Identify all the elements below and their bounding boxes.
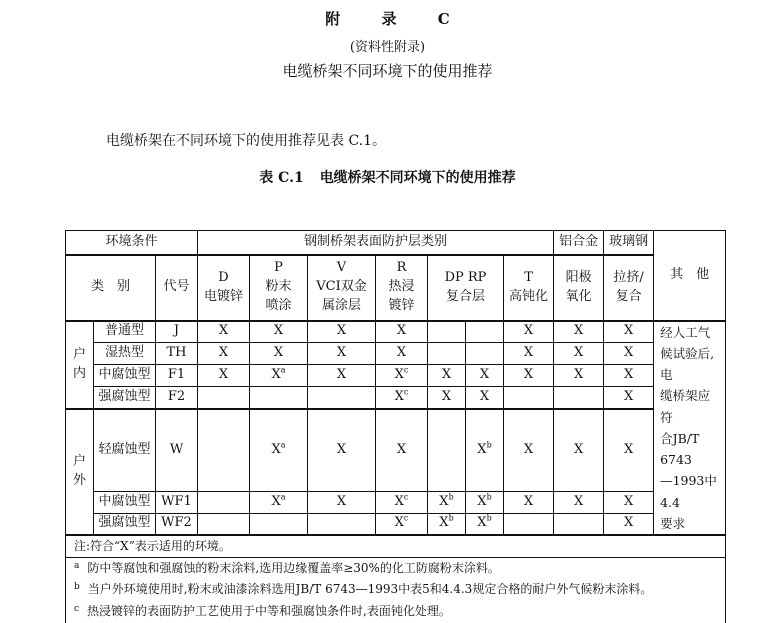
cell-al: X (554, 343, 604, 365)
table-number: 表 C.1 (259, 170, 304, 186)
cell-p: $X^a$ (250, 409, 308, 492)
cell-dp (428, 343, 466, 365)
cell-frp: X (604, 321, 654, 343)
cell-category: 普通型 (94, 321, 156, 343)
cell-frp: X (604, 365, 654, 387)
footnote-c: $^c$ 热浸镀锌的表面防护工艺使用于中等和强腐蚀条件时,表面钝化处理。 (66, 601, 726, 623)
cell-al (554, 387, 604, 409)
cell-t: X (504, 409, 554, 492)
cell-v: X (308, 321, 376, 343)
cell-p: X (250, 321, 308, 343)
cell-d (198, 491, 250, 513)
cell-p (250, 513, 308, 535)
intro-paragraph: 电缆桥架在不同环境下的使用推荐见表 C.1。 (106, 133, 387, 149)
cell-t: X (504, 321, 554, 343)
cell-v (308, 513, 376, 535)
cell-frp: X (604, 409, 654, 492)
header-environment: 环境条件 (66, 231, 198, 255)
cell-code: W (156, 409, 198, 492)
cell-code: WF1 (156, 491, 198, 513)
header-t: T 高钝化 (504, 255, 554, 321)
table-row (66, 343, 726, 365)
recommendation-table (65, 230, 726, 623)
cell-frp: X (604, 343, 654, 365)
cell-t: X (504, 365, 554, 387)
header-dprp: DP RP 复合层 (428, 255, 504, 321)
table-row (66, 387, 726, 409)
cell-al: X (554, 321, 604, 343)
cell-category: 强腐蚀型 (94, 513, 156, 535)
cell-rp: X (466, 365, 504, 387)
cell-dp: $X^b$ (428, 513, 466, 535)
cell-al: X (554, 491, 604, 513)
cell-v: X (308, 491, 376, 513)
header-d: D 电镀锌 (198, 255, 250, 321)
cell-r: $X^c$ (376, 365, 428, 387)
cell-al: X (554, 409, 604, 492)
cell-r: X (376, 343, 428, 365)
cell-code: F1 (156, 365, 198, 387)
cell-d: X (198, 321, 250, 343)
cell-code: WF2 (156, 513, 198, 535)
cell-other-requirement: 经人工气 候试验后,电 缆桥架应符 合JB/T 6743 —1993中4.4 要求 (654, 321, 726, 536)
cell-category: 强腐蚀型 (94, 387, 156, 409)
header-code: 代号 (156, 255, 198, 321)
cell-al: X (554, 365, 604, 387)
group-outdoor: 户 外 (66, 409, 94, 536)
footnote-a: $^a$ 防中等腐蚀和强腐蚀的粉末涂料,选用边缘覆盖率≥30%的化工防腐粉末涂料。 (66, 557, 726, 579)
header-frp: 玻璃钢 (604, 231, 654, 255)
table-row (66, 513, 726, 535)
cell-rp (466, 321, 504, 343)
cell-r: X (376, 409, 428, 492)
cell-p (250, 387, 308, 409)
cell-v: X (308, 409, 376, 492)
header-anodized: 阳极 氧化 (554, 255, 604, 321)
cell-t (504, 387, 554, 409)
header-steel-coating: 钢制桥架表面防护层类别 (198, 231, 554, 255)
table-row (66, 321, 726, 343)
cell-rp: X (466, 387, 504, 409)
cell-v: X (308, 365, 376, 387)
cell-al (554, 513, 604, 535)
cell-r: $X^c$ (376, 513, 428, 535)
cell-r: $X^c$ (376, 387, 428, 409)
cell-frp: X (604, 491, 654, 513)
cell-category: 轻腐蚀型 (94, 409, 156, 492)
cell-code: F2 (156, 387, 198, 409)
cell-d (198, 387, 250, 409)
cell-p: X (250, 343, 308, 365)
cell-rp: $X^b$ (466, 491, 504, 513)
header-category: 类 别 (66, 255, 156, 321)
appendix-subtitle: (资料性附录) (349, 40, 426, 55)
cell-v: X (308, 343, 376, 365)
cell-d: X (198, 365, 250, 387)
cell-t: X (504, 491, 554, 513)
cell-rp: $X^b$ (466, 513, 504, 535)
header-r: R 热浸 镀锌 (376, 255, 428, 321)
cell-dp: $X^b$ (428, 491, 466, 513)
cell-frp: X (604, 387, 654, 409)
cell-d (198, 513, 250, 535)
header-pultruded: 拉挤/ 复合 (604, 255, 654, 321)
table-title: 电缆桥架不同环境下的使用推荐 (319, 170, 516, 186)
cell-rp: $X^b$ (466, 409, 504, 492)
cell-r: X (376, 321, 428, 343)
cell-t: X (504, 343, 554, 365)
cell-d (198, 409, 250, 492)
cell-rp (466, 343, 504, 365)
cell-code: TH (156, 343, 198, 365)
table-caption (0, 167, 775, 187)
cell-dp: X (428, 365, 466, 387)
cell-category: 中腐蚀型 (94, 365, 156, 387)
cell-r: $X^c$ (376, 491, 428, 513)
appendix-heading: 电缆桥架不同环境下的使用推荐 (282, 62, 493, 80)
cell-category: 湿热型 (94, 343, 156, 365)
group-indoor: 户 内 (66, 321, 94, 409)
cell-frp: X (604, 513, 654, 535)
cell-p: $X^a$ (250, 491, 308, 513)
cell-dp (428, 409, 466, 492)
header-aluminium: 铝合金 (554, 231, 604, 255)
cell-dp: X (428, 387, 466, 409)
header-other: 其 他 (654, 231, 726, 321)
cell-code: J (156, 321, 198, 343)
cell-t (504, 513, 554, 535)
cell-v (308, 387, 376, 409)
cell-p: $X^a$ (250, 365, 308, 387)
footnote-b: $^b$ 当户外环境使用时,粉末或油漆涂料选用JB/T 6743—1993中表5和4.4.3规定合格的耐户外气候粉末涂料。 (66, 579, 726, 601)
header-p: P 粉末 喷涂 (250, 255, 308, 321)
table-row (66, 491, 726, 513)
note-legend: 注:符合“X”表示适用的环境。 (66, 535, 726, 557)
appendix-title: 附 录 C (325, 10, 468, 28)
header-v: V VCI双金 属涂层 (308, 255, 376, 321)
cell-category: 中腐蚀型 (94, 491, 156, 513)
cell-d: X (198, 343, 250, 365)
table-row (66, 365, 726, 387)
table-row (66, 409, 726, 492)
cell-dp (428, 321, 466, 343)
